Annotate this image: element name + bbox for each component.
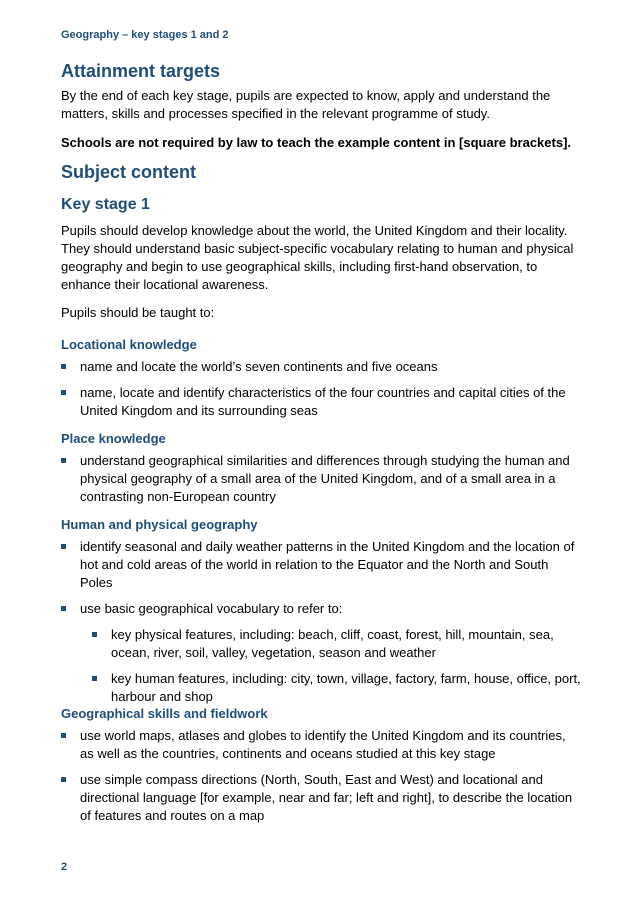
square-bullet-icon [61, 777, 66, 782]
human-physical-heading: Human and physical geography [61, 517, 258, 532]
list-item: identify seasonal and daily weather patterns in the United Kingdom and the location of hot and cold areas of the world in relation to the Equator and the North and South Poles [61, 538, 581, 592]
skills-heading: Geographical skills and fieldwork [61, 706, 268, 721]
square-bullet-icon [61, 733, 66, 738]
subject-content-section [61, 161, 581, 183]
brackets-note: Schools are not required by law to teach the example content in [square brackets]. [61, 135, 572, 150]
locational-list [61, 358, 581, 420]
list-item: use simple compass directions (North, South, East and West) and locational and directional language [for example, near and far; left and right], to describe the location of features and routes on a map [61, 771, 581, 825]
list-item: name, locate and identify characteristics of the four countries and capital cities of the United Kingdom and its surrounding seas [61, 384, 581, 420]
square-bullet-icon [61, 364, 66, 369]
list-item: use basic geographical vocabulary to refer to: [61, 600, 581, 618]
list-item: name and locate the world’s seven continents and five oceans [61, 358, 581, 376]
key-stage-intro: Pupils should develop knowledge about the world, the United Kingdom and their locality. They should understand basic subject-specific vocabulary relating to human and physical geography and begin to use geographical skills, including first-hand observation, to enhance their locational awareness. [61, 223, 574, 292]
attainment-heading: Attainment targets [61, 61, 221, 81]
brackets-note-block [61, 134, 581, 152]
human-physical-list [61, 538, 581, 618]
list-item: understand geographical similarities and differences through studying the human and physical geography of a small area of the United Kingdom, and of a small area in a contrasting non-European country [61, 452, 581, 506]
locational-section [61, 336, 581, 420]
square-bullet-icon [61, 606, 66, 611]
locational-heading: Locational knowledge [61, 337, 197, 352]
square-bullet-icon [92, 632, 97, 637]
square-bullet-icon [61, 390, 66, 395]
list-item: key human features, including: city, town, village, factory, farm, house, office, port, harbour and shop [92, 670, 581, 706]
subject-content-heading: Subject content [61, 162, 197, 182]
place-heading: Place knowledge [61, 431, 166, 446]
list-item: use world maps, atlases and globes to identify the United Kingdom and its countries, as well as the countries, continents and oceans studied at this key stage [61, 727, 581, 763]
square-bullet-icon [61, 544, 66, 549]
taught-to-block [61, 304, 581, 322]
key-stage-heading: Key stage 1 [61, 196, 150, 213]
square-bullet-icon [61, 458, 66, 463]
running-header: Geography – key stages 1 and 2 [61, 29, 229, 41]
page-number: 2 [61, 861, 68, 873]
key-stage-1-section [61, 195, 581, 294]
list-item: key physical features, including: beach, cliff, coast, forest, hill, mountain, sea, ocean, river, soil, valley, vegetation, season and weather [92, 626, 581, 662]
skills-list [61, 727, 581, 825]
vocabulary-sublist [92, 626, 581, 706]
skills-section [61, 705, 581, 825]
human-physical-section [61, 516, 581, 706]
attainment-section [61, 60, 581, 123]
place-list [61, 452, 581, 506]
place-section [61, 430, 581, 506]
attainment-paragraph: By the end of each key stage, pupils are expected to know, apply and understand the matters, skills and processes specified in the relevant programme of study. [61, 88, 551, 121]
square-bullet-icon [92, 676, 97, 681]
taught-to-text: Pupils should be taught to: [61, 305, 215, 320]
